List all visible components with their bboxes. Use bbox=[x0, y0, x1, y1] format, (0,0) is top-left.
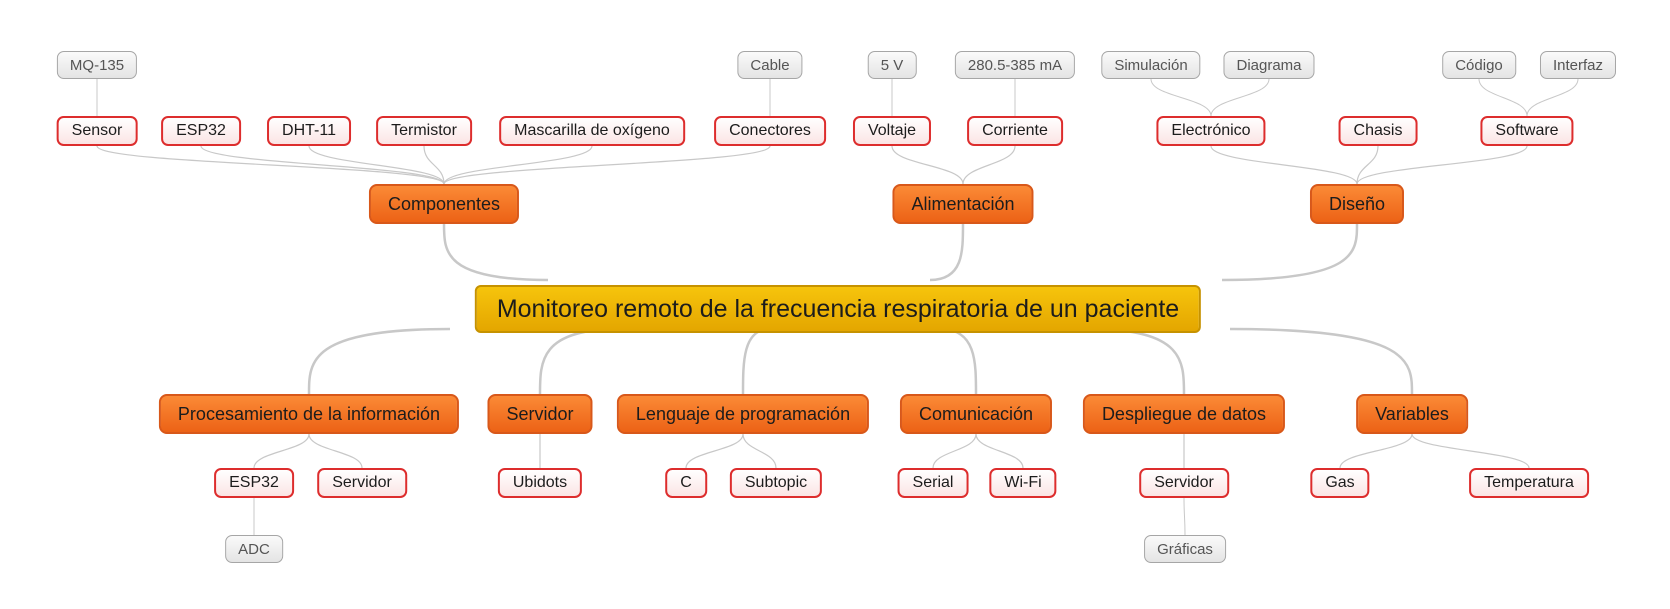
leaf-topic-5-v[interactable]: 5 V bbox=[868, 51, 917, 79]
connector-lenguaje-de-programacion bbox=[743, 329, 770, 394]
leaf-topic-interfaz[interactable]: Interfaz bbox=[1540, 51, 1616, 79]
connector-simulacion bbox=[1151, 79, 1211, 116]
sub-topic-temperatura[interactable]: Temperatura bbox=[1469, 468, 1589, 498]
main-topic-diseno[interactable]: Diseño bbox=[1310, 184, 1404, 224]
connector-mascarilla-de-oxigeno bbox=[444, 146, 592, 184]
sub-topic-mascarilla-de-oxigeno[interactable]: Mascarilla de oxígeno bbox=[499, 116, 685, 146]
sub-topic-esp32[interactable]: ESP32 bbox=[214, 468, 294, 498]
sub-topic-chasis[interactable]: Chasis bbox=[1339, 116, 1418, 146]
leaf-topic-graficas[interactable]: Gráficas bbox=[1144, 535, 1226, 563]
connector-diagrama bbox=[1211, 79, 1269, 116]
main-topic-alimentacion[interactable]: Alimentación bbox=[892, 184, 1033, 224]
connector-codigo bbox=[1479, 79, 1527, 116]
connector-graficas bbox=[1184, 498, 1185, 535]
sub-topic-serial[interactable]: Serial bbox=[898, 468, 969, 498]
connector-software bbox=[1357, 146, 1527, 184]
connector-interfaz bbox=[1527, 79, 1578, 116]
connector-esp32 bbox=[201, 146, 444, 184]
connector-electronico bbox=[1211, 146, 1357, 184]
main-topic-despliegue-de-datos[interactable]: Despliegue de datos bbox=[1083, 394, 1285, 434]
main-topic-comunicacion[interactable]: Comunicación bbox=[900, 394, 1052, 434]
connector-servidor bbox=[309, 434, 362, 468]
leaf-topic-adc[interactable]: ADC bbox=[225, 535, 283, 563]
connector-variables bbox=[1230, 329, 1412, 394]
sub-topic-ubidots[interactable]: Ubidots bbox=[498, 468, 582, 498]
sub-topic-gas[interactable]: Gas bbox=[1310, 468, 1369, 498]
sub-topic-servidor[interactable]: Servidor bbox=[1139, 468, 1229, 498]
main-topic-componentes[interactable]: Componentes bbox=[369, 184, 519, 224]
sub-topic-conectores[interactable]: Conectores bbox=[714, 116, 826, 146]
main-topic-procesamiento-de-la-informacion[interactable]: Procesamiento de la información bbox=[159, 394, 459, 434]
connector-subtopic bbox=[743, 434, 776, 468]
sub-topic-voltaje[interactable]: Voltaje bbox=[853, 116, 931, 146]
connector-temperatura bbox=[1412, 434, 1529, 468]
central-topic[interactable]: Monitoreo remoto de la frecuencia respiratoria de un paciente bbox=[475, 285, 1201, 333]
sub-topic-c[interactable]: C bbox=[665, 468, 707, 498]
connector-corriente bbox=[963, 146, 1015, 184]
main-topic-lenguaje-de-programacion[interactable]: Lenguaje de programación bbox=[617, 394, 869, 434]
connector-wi-fi bbox=[976, 434, 1023, 468]
connector-conectores bbox=[444, 146, 770, 184]
connector-voltaje bbox=[892, 146, 963, 184]
connector-despliegue-de-datos bbox=[1090, 329, 1184, 394]
connector-chasis bbox=[1357, 146, 1378, 184]
main-topic-servidor[interactable]: Servidor bbox=[487, 394, 592, 434]
sub-topic-dht-11[interactable]: DHT-11 bbox=[267, 116, 351, 146]
connector-componentes bbox=[444, 224, 548, 280]
sub-topic-software[interactable]: Software bbox=[1480, 116, 1573, 146]
connector-servidor bbox=[540, 329, 620, 394]
sub-topic-corriente[interactable]: Corriente bbox=[967, 116, 1063, 146]
leaf-topic-cable[interactable]: Cable bbox=[737, 51, 802, 79]
connector-c bbox=[686, 434, 743, 468]
leaf-topic-280-5-385-ma[interactable]: 280.5-385 mA bbox=[955, 51, 1075, 79]
connector-alimentacion bbox=[930, 224, 963, 280]
sub-topic-subtopic[interactable]: Subtopic bbox=[730, 468, 822, 498]
sub-topic-servidor[interactable]: Servidor bbox=[317, 468, 407, 498]
leaf-topic-simulacion[interactable]: Simulación bbox=[1101, 51, 1200, 79]
connector-sensor bbox=[97, 146, 444, 184]
sub-topic-wi-fi[interactable]: Wi-Fi bbox=[989, 468, 1056, 498]
connector-gas bbox=[1340, 434, 1412, 468]
leaf-topic-diagrama[interactable]: Diagrama bbox=[1223, 51, 1314, 79]
sub-topic-sensor[interactable]: Sensor bbox=[57, 116, 138, 146]
sub-topic-esp32[interactable]: ESP32 bbox=[161, 116, 241, 146]
connector-esp32 bbox=[254, 434, 309, 468]
sub-topic-electronico[interactable]: Electrónico bbox=[1156, 116, 1265, 146]
connector-comunicacion bbox=[940, 329, 976, 394]
main-topic-variables[interactable]: Variables bbox=[1356, 394, 1468, 434]
leaf-topic-mq-135[interactable]: MQ-135 bbox=[57, 51, 137, 79]
connector-procesamiento-de-la-informacion bbox=[309, 329, 450, 394]
leaf-topic-codigo[interactable]: Código bbox=[1442, 51, 1516, 79]
connector-serial bbox=[933, 434, 976, 468]
sub-topic-termistor[interactable]: Termistor bbox=[376, 116, 472, 146]
connector-diseno bbox=[1222, 224, 1357, 280]
